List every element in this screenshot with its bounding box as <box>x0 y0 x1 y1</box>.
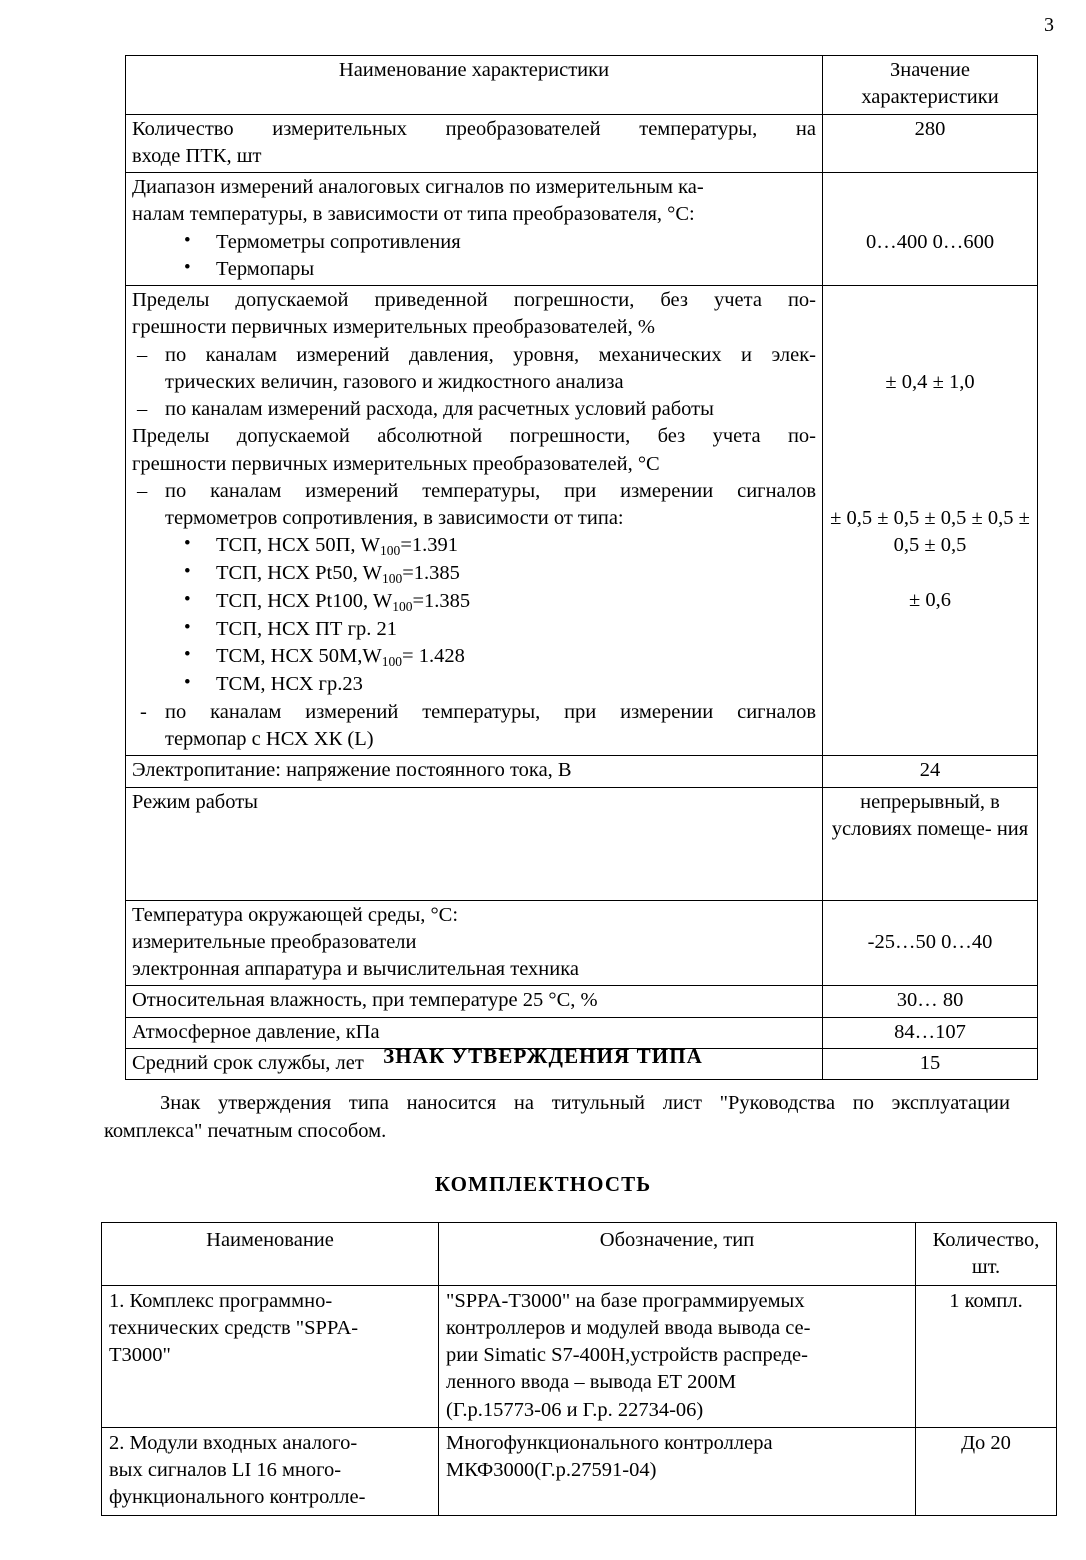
header-cell-name: Наименование характеристики <box>126 56 823 115</box>
cell-name <box>126 286 823 756</box>
text-line: Температура окружающей среды, °С: <box>132 903 459 926</box>
text-line: технических средств "SPPA- <box>109 1316 359 1339</box>
list-item-label: термопар с НСХ ХК (L) <box>165 728 374 751</box>
value-line: ± 0,5 <box>893 507 1030 557</box>
text-line: Многофункционального контроллера <box>446 1431 773 1454</box>
list-item <box>132 342 816 397</box>
cell-type <box>439 1427 916 1515</box>
cell-name <box>126 900 823 986</box>
table-row <box>126 787 1038 900</box>
value-line: ± 1,0 <box>932 370 975 393</box>
subscript: 100 <box>380 543 401 559</box>
header-value-line1: Значение <box>890 59 970 81</box>
cell-value <box>823 173 1038 286</box>
text-line: вых сигналов LI 16 много- <box>109 1459 342 1481</box>
list-item-label: ТСП, НСХ Pt50, W <box>216 562 382 585</box>
value-line: 24 <box>919 759 941 782</box>
table-row <box>126 114 1038 173</box>
value-line: 0…600 <box>932 230 995 253</box>
text-line: грешности первичных измерительных преобразователей, °С <box>132 452 660 475</box>
table-row <box>126 173 1038 286</box>
text-line: (Г.р.15773-06 и Г.р. 22734-06) <box>446 1398 704 1421</box>
text-line: Пределы допускаемой абсолютной погрешности, без учета по- <box>132 425 816 448</box>
cell-value <box>823 286 1038 756</box>
subscript: 100 <box>381 570 403 586</box>
value-line: ± 0,6 <box>908 588 951 611</box>
list-item <box>132 643 816 671</box>
header-label: Обозначение, тип <box>599 1229 755 1251</box>
list-item-label: ТСП, НСХ ПТ гр. 21 <box>216 617 397 640</box>
list-item-label: – по каналам измерений расхода, для расчетных условий работы <box>165 398 714 420</box>
cell-type <box>439 1285 916 1427</box>
paragraph-line: Знак утверждения типа наносится на титульный лист "Руководства по эксплуатации <box>160 1092 1010 1114</box>
header-label: шт. <box>971 1256 1001 1279</box>
text-line: измерительные преобразователи <box>132 930 417 953</box>
text-line: "SPPA-T3000" на базе программируемых <box>446 1289 805 1312</box>
list-item <box>132 478 816 533</box>
table-row <box>102 1285 1057 1427</box>
value-line: ± 0,4 <box>885 370 928 393</box>
text-line: Относительная влажность, при температуре 25 °С, % <box>132 989 598 1012</box>
dash-list <box>132 342 816 424</box>
cell-value <box>823 787 1038 900</box>
list-item-label: Термопары <box>216 257 315 280</box>
list-item-suffix: =1.385 <box>412 589 471 612</box>
header-cell-name <box>102 1223 439 1286</box>
header-label: Количество, <box>932 1229 1040 1251</box>
value-line: ± 0,5 <box>830 507 873 529</box>
cell-name <box>126 986 823 1017</box>
list-item <box>132 699 816 754</box>
cell-name <box>126 787 823 900</box>
cell-value <box>823 114 1038 173</box>
list-item <box>132 229 816 256</box>
table-row <box>126 756 1038 787</box>
list-item-label: - по каналам измерений температуры, при измерении сигналов <box>165 700 816 723</box>
list-item-label: – по каналам измерений температуры, при измерении сигналов <box>165 479 816 502</box>
text-line: Количество измерительных преобразователей температуры, на <box>132 117 816 140</box>
completeness-table <box>101 1222 1057 1516</box>
paragraph-type-approval-mark <box>104 1090 1010 1145</box>
cell-value <box>823 986 1038 1017</box>
table-header-row <box>102 1223 1057 1286</box>
page-number: 3 <box>1044 14 1054 36</box>
list-item-suffix: =1.391 <box>400 534 458 557</box>
list-item <box>132 588 816 616</box>
dash-list <box>132 478 816 533</box>
value-line: 84…107 <box>894 1020 966 1043</box>
list-item <box>132 532 816 560</box>
header-label: Наименование <box>206 1229 334 1251</box>
list-item-label: ТСП, НСХ 50П, W <box>216 534 381 557</box>
text-line: налам температуры, в зависимости от типа преобразователя, °С: <box>132 203 695 226</box>
text-line: электронная аппаратура и вычислительная техника <box>132 958 579 981</box>
header-cell-quantity <box>916 1223 1057 1286</box>
subscript: 100 <box>381 654 403 670</box>
text-line: рии Simatic S7-400H,устройств распреде- <box>446 1344 808 1366</box>
text-line: T3000" <box>109 1344 171 1366</box>
value-line: -25…50 <box>867 930 936 953</box>
dash-list <box>132 699 816 754</box>
list-item-suffix: =1.385 <box>402 562 460 585</box>
cell-value <box>823 900 1038 986</box>
list-item-label: ТСП, НСХ Pt100, W <box>216 589 393 612</box>
text-line: Диапазон измерений аналоговых сигналов по измерительным ка- <box>132 176 704 198</box>
header-cell-value <box>823 56 1038 115</box>
list-item-label: ТСМ, НСХ 50М,W <box>216 645 382 668</box>
list-item-suffix: = 1.428 <box>402 645 465 668</box>
value-line: 30… 80 <box>896 989 964 1012</box>
list-item <box>132 560 816 588</box>
value-line: ± 0,5 <box>971 507 1014 529</box>
list-item <box>132 671 816 699</box>
value-line: 1 компл. <box>949 1289 1023 1312</box>
text-line: ленного ввода – вывода ЕТ 200М <box>446 1371 737 1394</box>
cell-name <box>126 173 823 286</box>
list-item <box>132 256 816 283</box>
cell-name <box>126 756 823 787</box>
text-line: Режим работы <box>132 790 258 813</box>
text-line: контроллеров и модулей ввода вывода се- <box>446 1316 811 1339</box>
value-line: 0…40 <box>941 930 993 953</box>
value-line: 15 <box>919 1051 941 1074</box>
bullet-list <box>132 532 816 699</box>
text-line: 2. Модули входных аналого- <box>109 1431 358 1454</box>
table-row <box>126 286 1038 756</box>
value-line: 280 <box>914 117 946 140</box>
value-line: ± 0,5 <box>924 534 967 557</box>
paragraph-line: комплекса" печатным способом. <box>104 1119 387 1142</box>
value-line: непрерывный, в <box>860 790 1000 813</box>
text-line: Средний срок службы, лет <box>132 1051 364 1074</box>
cell-name <box>126 114 823 173</box>
list-item-label: трических величин, газового и жидкостного анализа <box>165 370 624 393</box>
value-line: ± 0,5 <box>877 507 920 529</box>
list-item <box>132 616 816 644</box>
text-line: Атмосферное давление, кПа <box>132 1020 380 1043</box>
table-row <box>126 986 1038 1017</box>
list-item-label: термометров сопротивления, в зависимости от типа: <box>165 507 624 529</box>
list-item-label: ТСМ, НСХ гр.23 <box>216 673 363 696</box>
table-header-row <box>126 56 1038 115</box>
text-line: Пределы допускаемой приведенной погрешности, без учета по- <box>132 289 816 311</box>
section-heading-type-approval-mark: ЗНАК УТВЕРЖДЕНИЯ ТИПА <box>383 1044 703 1068</box>
list-item-label: Термометры сопротивления <box>216 230 461 253</box>
cell-name <box>102 1427 439 1515</box>
cell-quantity <box>916 1285 1057 1427</box>
list-item-label: – по каналам измерений давления, уровня, механических и элек- <box>165 343 816 366</box>
value-line: условиях помеще- <box>831 817 992 840</box>
text-line: грешности первичных измерительных преобразователей, % <box>132 316 655 339</box>
header-cell-type <box>439 1223 916 1286</box>
value-line: 0…400 <box>865 230 928 253</box>
cell-quantity <box>916 1427 1057 1515</box>
value-line: ния <box>996 817 1029 840</box>
table-row <box>102 1427 1057 1515</box>
cell-name <box>102 1285 439 1427</box>
value-line: До 20 <box>961 1431 1011 1454</box>
list-item <box>132 396 816 423</box>
value-line: ± 0,5 <box>924 507 967 529</box>
table-row <box>126 900 1038 986</box>
cell-value <box>823 756 1038 787</box>
text-line: МКФ3000(Г.р.27591-04) <box>446 1459 657 1481</box>
section-heading-completeness: КОМПЛЕКТНОСТЬ <box>434 1172 652 1196</box>
subscript: 100 <box>392 598 413 614</box>
text-line: Электропитание: напряжение постоянного тока, В <box>132 759 572 782</box>
text-line: функционального контролле- <box>109 1486 366 1509</box>
specifications-table <box>125 55 1038 1080</box>
bullet-list <box>132 229 816 284</box>
text-line: 1. Комплекс программно- <box>109 1289 333 1312</box>
header-value-line2: характеристики <box>861 86 999 109</box>
text-line: входе ПТК, шт <box>132 144 262 167</box>
